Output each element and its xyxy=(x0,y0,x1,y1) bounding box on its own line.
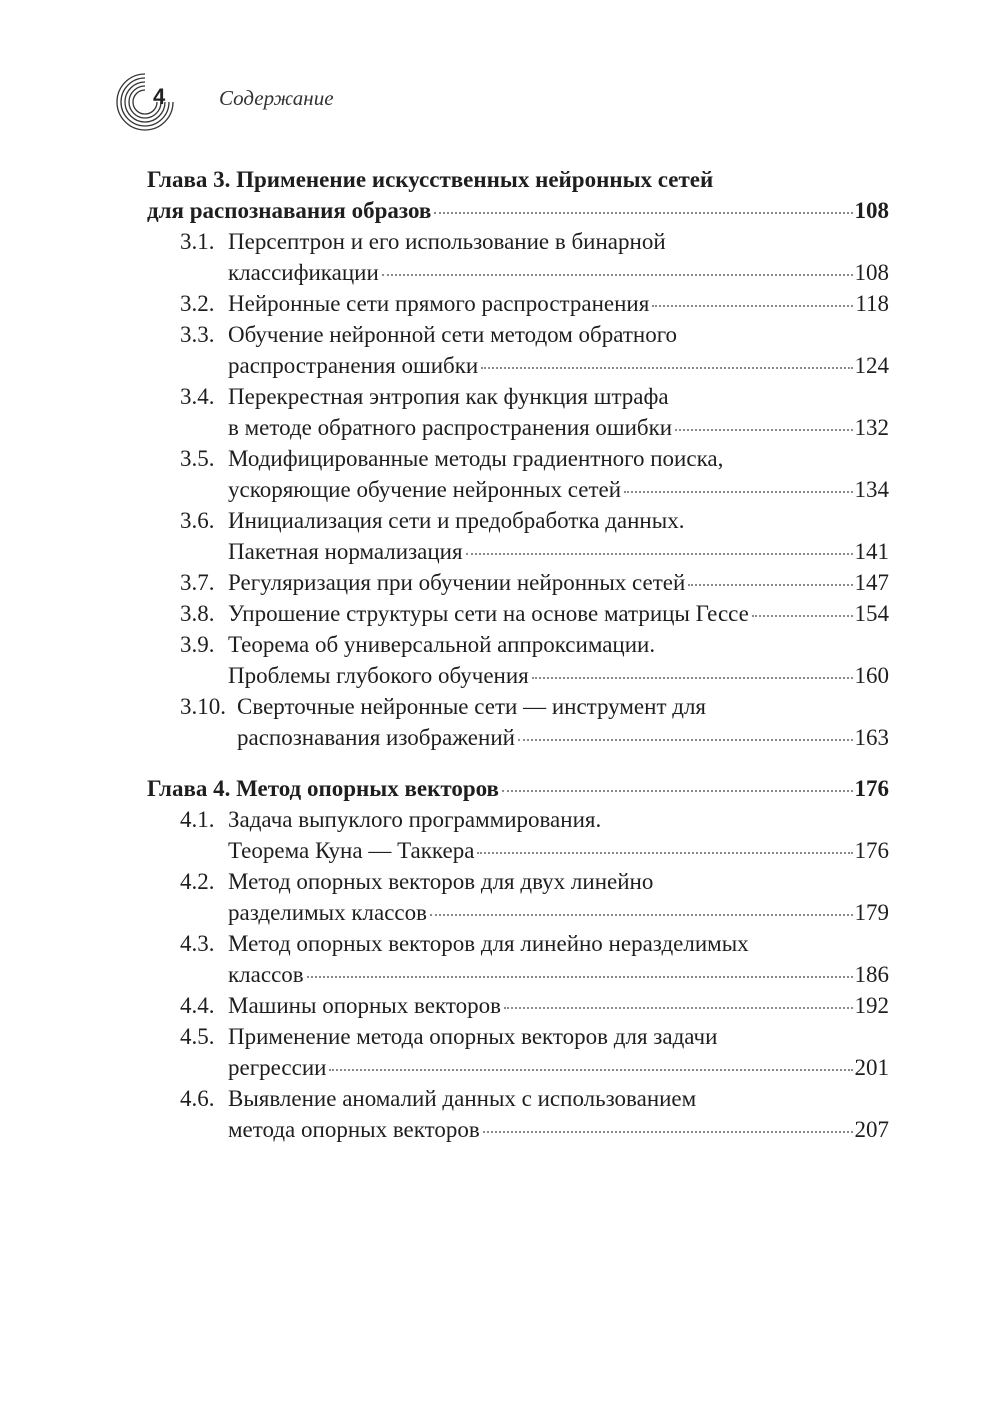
section-number: 3.3. xyxy=(180,322,215,347)
section-title-end: распознавания изображений xyxy=(237,725,515,750)
chapter-page: 108 xyxy=(854,198,889,223)
section-title-end: в методе обратного распространения ошибки xyxy=(228,415,673,440)
section-title: Метод опорных векторов для двух линейно xyxy=(228,869,654,894)
table-of-contents xyxy=(147,164,889,1165)
section-number: 4.5. xyxy=(180,1024,215,1049)
section-title: Нейронные сети прямого распространения xyxy=(228,291,650,316)
section-title-end: регрессии xyxy=(228,1055,327,1080)
section-page: 124 xyxy=(854,353,889,378)
section-number: 3.5. xyxy=(180,446,215,471)
section-page: 186 xyxy=(854,962,889,987)
dot-leader xyxy=(518,739,853,741)
section-title: Выявление аномалий данных с использованием xyxy=(228,1086,697,1111)
section-title-end: Теорема Куна — Таккера xyxy=(228,838,475,863)
dot-leader xyxy=(466,553,853,555)
section-title: Обучение нейронной сети методом обратного xyxy=(228,322,678,347)
section-number: 4.1. xyxy=(180,807,215,832)
section-title: Инициализация сети и предобработка данных. xyxy=(228,508,685,533)
toc-entry-3-4[interactable] xyxy=(180,381,889,443)
toc-entry-3-3[interactable] xyxy=(180,319,889,381)
section-number: 3.6. xyxy=(180,508,215,533)
toc-entry-3-7[interactable] xyxy=(180,567,889,598)
chapter-title-row[interactable] xyxy=(147,195,889,226)
section-title: Регуляризация при обучении нейронных сетей xyxy=(228,570,686,595)
section-number: 3.4. xyxy=(180,384,215,409)
chapter-title-line: Глава 4. Метод опорных векторов xyxy=(147,776,499,801)
chapter-title-row[interactable] xyxy=(147,773,889,804)
dot-leader xyxy=(504,1007,853,1009)
section-title-end: метода опорных векторов xyxy=(228,1117,480,1142)
toc-entry-3-5[interactable] xyxy=(180,443,889,505)
dot-leader xyxy=(430,914,853,916)
toc-entry-4-1[interactable] xyxy=(180,804,889,866)
dot-leader xyxy=(307,976,853,978)
section-title: Машины опорных векторов xyxy=(228,993,501,1018)
toc-entry-3-2[interactable] xyxy=(180,288,889,319)
dot-leader xyxy=(382,274,853,276)
running-title: Содержание xyxy=(219,86,334,110)
section-title: Модифицированные методы градиентного поиска, xyxy=(228,446,724,471)
section-title-end: распространения ошибки xyxy=(228,353,479,378)
section-number: 3.7. xyxy=(180,570,215,595)
toc-entry-4-4[interactable] xyxy=(180,990,889,1021)
section-title: Теорема об универсальной аппроксимации. xyxy=(228,632,656,657)
dot-leader xyxy=(483,1131,853,1133)
section-title: Задача выпуклого программирования. xyxy=(228,807,602,832)
chapter-title: Глава 3. Применение искусственных нейронных сетей xyxy=(147,167,714,192)
toc-entry-4-5[interactable] xyxy=(180,1021,889,1083)
dot-leader xyxy=(532,677,853,679)
toc-chapter-4 xyxy=(147,773,889,1145)
section-page: 132 xyxy=(854,415,889,440)
toc-entry-4-3[interactable] xyxy=(180,928,889,990)
section-page: 134 xyxy=(854,477,889,502)
section-title-end: классов xyxy=(228,962,304,987)
dot-leader xyxy=(434,212,852,214)
section-number: 4.6. xyxy=(180,1086,215,1111)
section-page: 118 xyxy=(855,291,889,316)
concentric-arcs-logo-icon xyxy=(115,72,175,132)
toc-entry-3-10[interactable] xyxy=(180,691,889,753)
section-title-end: классификации xyxy=(228,260,379,285)
section-number: 3.2. xyxy=(180,291,215,316)
dot-leader xyxy=(481,367,852,369)
page-number: 4 xyxy=(153,84,166,109)
toc-entry-3-1[interactable] xyxy=(180,226,889,288)
section-number: 3.9. xyxy=(180,632,215,657)
toc-entry-3-9[interactable] xyxy=(180,629,889,691)
section-number: 3.1. xyxy=(180,229,215,254)
section-title-end: Проблемы глубокого обучения xyxy=(228,663,529,688)
toc-chapter-3 xyxy=(147,164,889,753)
section-page: 154 xyxy=(854,601,889,626)
section-number: 4.4. xyxy=(180,993,215,1018)
section-title: Персептрон и его использование в бинарной xyxy=(228,229,666,254)
section-page: 108 xyxy=(854,260,889,285)
section-page: 192 xyxy=(854,993,889,1018)
section-title: Применение метода опорных векторов для задачи xyxy=(228,1024,718,1049)
toc-entry-4-6[interactable] xyxy=(180,1083,889,1145)
dot-leader xyxy=(652,305,853,307)
toc-entry-3-6[interactable] xyxy=(180,505,889,567)
section-number: 4.2. xyxy=(180,869,215,894)
toc-entry-3-8[interactable] xyxy=(180,598,889,629)
section-page: 201 xyxy=(854,1055,889,1080)
section-title: Упрошение структуры сети на основе матрицы Гессе xyxy=(228,601,749,626)
section-title-end: разделимых классов xyxy=(228,900,427,925)
dot-leader xyxy=(477,852,852,854)
section-page: 179 xyxy=(854,900,889,925)
section-title: Сверточные нейронные сети — инструмент для xyxy=(237,694,707,719)
section-title: Метод опорных векторов для линейно неразделимых xyxy=(228,931,749,956)
section-page: 141 xyxy=(854,539,889,564)
section-number: 4.3. xyxy=(180,931,215,956)
section-number: 3.10. xyxy=(180,694,226,719)
dot-leader xyxy=(688,584,852,586)
section-page: 160 xyxy=(854,663,889,688)
toc-entry-4-2[interactable] xyxy=(180,866,889,928)
dot-leader xyxy=(329,1069,852,1071)
dot-leader xyxy=(675,429,852,431)
section-number: 3.8. xyxy=(180,601,215,626)
section-page: 176 xyxy=(854,838,889,863)
dot-leader xyxy=(624,491,852,493)
dot-leader xyxy=(752,615,853,617)
section-page: 163 xyxy=(854,725,889,750)
section-title: Перекрестная энтропия как функция штрафа xyxy=(228,384,669,409)
section-title-end: ускоряющие обучение нейронных сетей xyxy=(228,477,622,502)
chapter-title-line: для распознавания образов xyxy=(147,198,432,223)
section-title-end: Пакетная нормализация xyxy=(228,539,463,564)
dot-leader xyxy=(502,790,853,792)
chapter-page: 176 xyxy=(854,776,889,801)
running-header xyxy=(115,72,515,132)
section-page: 207 xyxy=(854,1117,889,1142)
section-page: 147 xyxy=(854,570,889,595)
